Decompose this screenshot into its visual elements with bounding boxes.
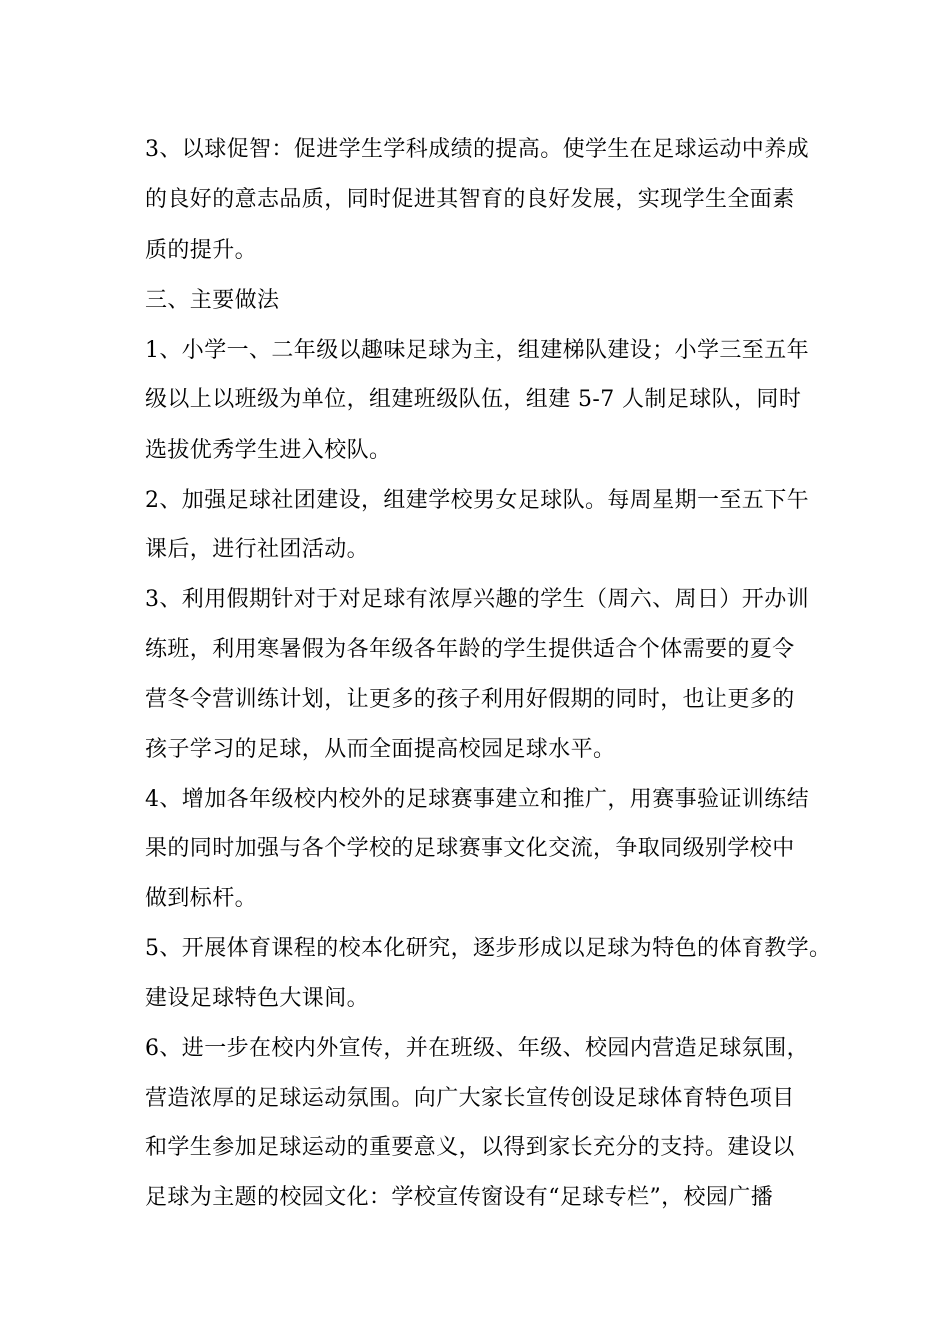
text-line: 1、小学一、二年级以趣味足球为主，组建梯队建设；小学三至五年 — [145, 338, 809, 363]
text-line: 质的提升。 — [145, 238, 258, 263]
text-line: 6、进一步在校内外宣传，并在班级、年级、校园内营造足球氛围， — [145, 1036, 809, 1061]
text-line: 的良好的意志品质，同时促进其智育的良好发展，实现学生全面素 — [145, 187, 795, 212]
text-line: 营造浓厚的足球运动氛围。向广大家长宣传创设足球体育特色项目 — [145, 1086, 795, 1111]
text-line: 做到标杆。 — [145, 886, 258, 911]
text-line: 孩子学习的足球，从而全面提高校园足球水平。 — [145, 737, 616, 762]
text-line: 建设足球特色大课间。 — [145, 986, 370, 1011]
text-line: 4、增加各年级校内校外的足球赛事建立和推广，用赛事验证训练结 — [145, 787, 809, 812]
text-line: 练班，利用寒暑假为各年级各年龄的学生提供适合个体需要的夏令 — [145, 637, 795, 662]
text-line: 果的同时加强与各个学校的足球赛事文化交流，争取同级别学校中 — [145, 836, 795, 861]
text-line: 和学生参加足球运动的重要意义，以得到家长充分的支持。建设以 — [145, 1135, 795, 1160]
text-line: 3、利用假期针对于对足球有浓厚兴趣的学生（周六、周日）开办训 — [145, 587, 809, 612]
text-line: 3、以球促智：促进学生学科成绩的提高。使学生在足球运动中养成 — [145, 137, 809, 162]
text-line: 选拔优秀学生进入校队。 — [145, 438, 392, 463]
text-line: 级以上以班级为单位，组建班级队伍，组建 5-7 人制足球队，同时 — [145, 387, 802, 412]
text-line: 5、开展体育课程的校本化研究，逐步形成以足球为特色的体育教学。 — [145, 936, 832, 961]
text-line: 营冬令营训练计划，让更多的孩子利用好假期的同时，也让更多的 — [145, 687, 795, 712]
text-line: 课后，进行社团活动。 — [145, 537, 370, 562]
text-line: 足球为主题的校园文化：学校宣传窗设有“足球专栏”，校园广播 — [145, 1185, 774, 1210]
section-heading: 三、主要做法 — [145, 288, 280, 313]
text-line: 2、加强足球社团建设，组建学校男女足球队。每周星期一至五下午 — [145, 488, 809, 513]
